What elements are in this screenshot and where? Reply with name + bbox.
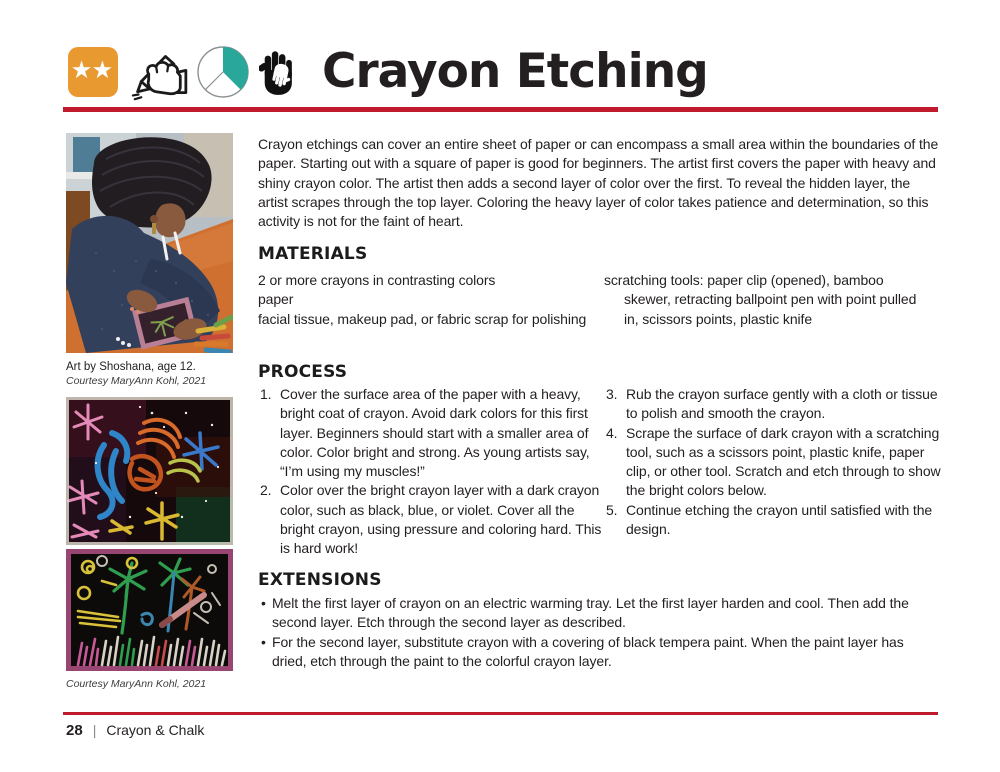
photo-etching-artwork-bee (66, 397, 233, 545)
extensions-heading: EXTENSIONS (258, 570, 382, 590)
bullet-icon: • (261, 595, 266, 611)
process-step (258, 481, 604, 558)
step-number: 1. (260, 386, 272, 402)
photo1-caption (66, 360, 246, 388)
step-number: 2. (260, 482, 272, 499)
materials-left-column (258, 271, 604, 329)
caption-text: Art by Shoshana, age 12. (66, 361, 196, 373)
page-title: Crayon Etching (322, 44, 708, 99)
photo3-credit: Courtesy MaryAnn Kohl, 2021 (66, 678, 207, 690)
step-text: Cover the surface area of the paper with a heavy, bright coat of crayon. Avoid dark colors for this first layer. Beginners should start with a smaller area of color. Color bright and strong. As young artists say, “I’m using my muscles!” (280, 386, 590, 480)
step-text: Continue etching the crayon until satisfied with the design. (626, 501, 933, 538)
material-item: paper (258, 291, 294, 308)
extension-item (258, 594, 940, 633)
extensions-list (258, 594, 942, 671)
page-number: 28 (66, 722, 83, 739)
difficulty-badge (68, 47, 118, 97)
helping-hand-icon (259, 45, 299, 104)
intro-paragraph: Crayon etchings can cover an entire sheet of paper or can encompass a small area within the boundaries of the paper. Starting out with a square of paper is good for beginners. The artist first covers the paper with heavy and shiny crayon color. The artist then adds a second layer of color over the first. To reveal the hidden layer, the artist scrapes through the top layer. Coloring the heavy layer of color takes patience and determination, so this activity is not for the faint of heart. (258, 136, 939, 230)
photo-etching-artwork-palms (66, 549, 233, 671)
photo-child-making-etching (66, 133, 233, 353)
step-text: Rub the crayon surface gently with a cloth or tissue to polish and smooth the crayon. (626, 386, 938, 422)
two-stars-icon: ★★ (72, 59, 114, 82)
process-right-column (604, 385, 942, 559)
footer-rule (63, 712, 938, 715)
step-text: Scrape the surface of dark crayon with a scratching tool, such as a scissors point, plastic knife, paper clip, or other tool. Scratch and etch through to show the bright colors below. (626, 424, 941, 499)
process-step (604, 385, 942, 424)
materials-heading: MATERIALS (258, 244, 368, 264)
step-number: 5. (606, 501, 618, 518)
step-number: 4. (606, 424, 618, 441)
footer-divider: | (92, 722, 97, 738)
extension-item (258, 633, 940, 672)
materials-list (258, 271, 942, 329)
drawing-hand-icon (128, 49, 188, 106)
photo1-credit: Courtesy MaryAnn Kohl, 2021 (66, 375, 207, 387)
process-heading: PROCESS (258, 362, 348, 382)
process-left-column (258, 385, 604, 559)
material-item: facial tissue, makeup pad, or fabric scrap for polishing (258, 310, 587, 327)
header-rule (63, 107, 938, 112)
process-step (258, 385, 604, 481)
process-step (604, 424, 942, 501)
process-step (604, 501, 942, 540)
pie-chart-icon (196, 45, 250, 104)
process-steps (258, 385, 942, 559)
bullet-icon: • (261, 633, 266, 650)
extension-text: For the second layer, substitute crayon with a covering of black tempera paint. When the paint layer has dried, etch through the paint to the colorful crayon layer. (272, 633, 904, 669)
footer (66, 722, 204, 739)
step-text: Color over the bright crayon layer with a dark crayon color, such as black, blue, or violet. Cover all the bright crayon, using pressure and coloring hard. This is hard work! (280, 482, 602, 557)
extension-text: Melt the first layer of crayon on an electric warming tray. Let the first layer harden and cool. Then add the second layer. Etch through the second layer as described. (272, 595, 909, 631)
materials-right-column (604, 271, 942, 329)
step-number: 3. (606, 386, 618, 402)
material-item: 2 or more crayons in contrasting colors (258, 272, 496, 288)
footer-section-title: Crayon & Chalk (106, 722, 205, 738)
photo3-caption (66, 677, 246, 691)
material-item: scratching tools: paper clip (opened), bamboo skewer, retracting ballpoint pen with point pulled in, scissors points, plastic knife (604, 272, 917, 327)
